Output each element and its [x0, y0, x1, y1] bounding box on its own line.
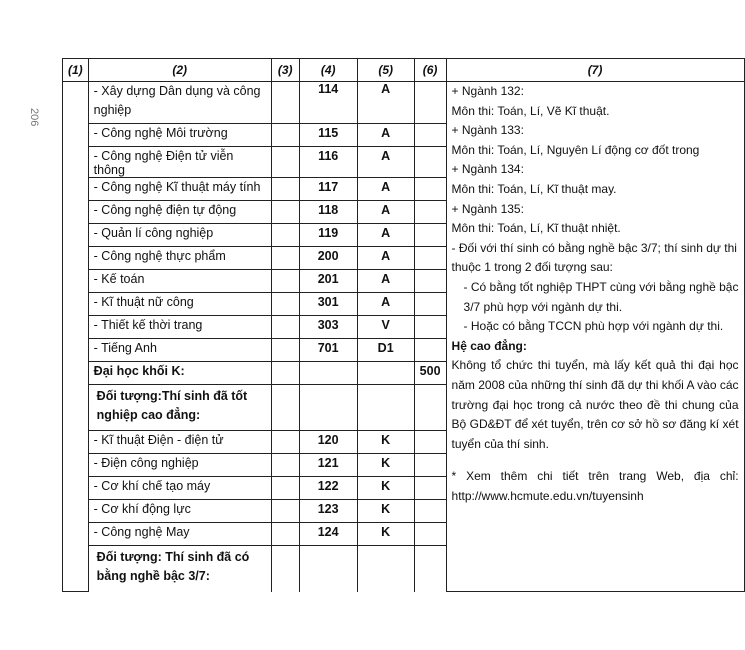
- col-3-cell: [271, 247, 299, 270]
- row-quota: [414, 124, 446, 147]
- admission-table: [62, 58, 745, 592]
- row-code: 120: [299, 431, 357, 454]
- row-code: 122: [299, 477, 357, 500]
- page-number: 206: [28, 108, 40, 127]
- row-code: 116: [299, 147, 357, 178]
- col-3-cell: [271, 385, 299, 431]
- row-name: - Công nghệ Môi trường: [88, 124, 271, 147]
- row-block: A: [357, 82, 414, 124]
- row-block: [357, 385, 414, 431]
- row-name: - Kĩ thuật nữ công: [88, 293, 271, 316]
- row-block: A: [357, 293, 414, 316]
- col-3-cell: [271, 270, 299, 293]
- note-line: + Ngành 132:: [451, 84, 524, 98]
- row-code: 121: [299, 454, 357, 477]
- row-code: 119: [299, 224, 357, 247]
- note-line: - Có bằng tốt nghiệp THPT cùng với bằng nghề bậc 3/7 phù hợp với ngành dự thi.: [463, 279, 739, 314]
- row-name: - Tiếng Anh: [88, 339, 271, 362]
- row-block: [357, 546, 414, 592]
- row-code: [299, 546, 357, 592]
- row-name: - Công nghệ điện tự động: [88, 201, 271, 224]
- row-code: 200: [299, 247, 357, 270]
- note-line: Môn thi: Toán, Lí, Kĩ thuật may.: [451, 181, 617, 196]
- col-3-cell: [271, 546, 299, 592]
- col-3-cell: [271, 500, 299, 523]
- row-block: V: [357, 316, 414, 339]
- note-paragraph: Không tổ chức thi tuyển, mà lấy kết quả thi đại học năm 2008 của những thí sinh đã dự thi khối A vào các trường đại học trong cả nước theo đề thi chung của Bộ GD&ĐT để xét tuyển, trên cơ sở hồ sơ đăng kí xét tuyển của thí sinh.: [451, 358, 739, 451]
- row-quota: [414, 201, 446, 224]
- row-name: - Xây dựng Dân dụng và công nghiệp: [88, 82, 271, 124]
- col-3-cell: [271, 178, 299, 201]
- row-name: - Cơ khí chế tạo máy: [88, 477, 271, 500]
- col-3-cell: [271, 477, 299, 500]
- row-quota: [414, 339, 446, 362]
- row-name: - Công nghệ Điện tử viễn thông: [88, 147, 271, 178]
- row-quota: [414, 385, 446, 431]
- col-3-cell: [271, 339, 299, 362]
- row-name: - Công nghệ Kĩ thuật máy tính: [88, 178, 271, 201]
- row-code: 114: [299, 82, 357, 124]
- note-line: - Hoặc có bằng TCCN phù hợp với ngành dự thi.: [463, 319, 724, 334]
- col-3-cell: [271, 431, 299, 454]
- row-code: [299, 362, 357, 385]
- col-3-cell: [271, 293, 299, 316]
- table-row: [63, 82, 745, 124]
- row-quota: [414, 247, 446, 270]
- col-3-cell: [271, 201, 299, 224]
- note-paragraph: * Xem thêm chi tiết trên trang Web, địa chỉ: http://www.hcmute.edu.vn/tuyensinh: [451, 469, 739, 503]
- row-quota: [414, 500, 446, 523]
- col-3-cell: [271, 147, 299, 178]
- header-col-6: (6): [414, 59, 446, 82]
- row-block: A: [357, 224, 414, 247]
- row-block: K: [357, 523, 414, 546]
- row-code: 115: [299, 124, 357, 147]
- row-quota: [414, 82, 446, 124]
- row-name: - Cơ khí động lực: [88, 500, 271, 523]
- row-name: - Công nghệ May: [88, 523, 271, 546]
- col-3-cell: [271, 316, 299, 339]
- header-col-4: (4): [299, 59, 357, 82]
- row-quota: [414, 178, 446, 201]
- row-name: - Kĩ thuật Điện - điện tử: [88, 431, 271, 454]
- row-block: A: [357, 201, 414, 224]
- row-name: - Công nghệ thực phẩm: [88, 247, 271, 270]
- row-quota: [414, 224, 446, 247]
- row-block: K: [357, 431, 414, 454]
- note-line: Môn thi: Toán, Lí, Kĩ thuật nhiệt.: [451, 221, 621, 236]
- row-quota: [414, 293, 446, 316]
- row-name: - Kế toán: [88, 270, 271, 293]
- row-code: 303: [299, 316, 357, 339]
- header-row: [63, 59, 745, 82]
- row-block: A: [357, 147, 414, 178]
- row-block: K: [357, 500, 414, 523]
- row-quota: [414, 454, 446, 477]
- note-spacer: [452, 454, 739, 467]
- row-block: K: [357, 477, 414, 500]
- header-col-5: (5): [357, 59, 414, 82]
- note-heading: Hệ cao đẳng:: [451, 338, 527, 353]
- row-quota: [414, 546, 446, 592]
- note-line: + Ngành 133:: [451, 123, 524, 138]
- col-3-cell: [271, 82, 299, 124]
- header-col-3: (3): [271, 59, 299, 82]
- row-code: 701: [299, 339, 357, 362]
- row-quota: [414, 477, 446, 500]
- note-line: + Ngành 134:: [451, 162, 524, 177]
- note-line: Môn thi: Toán, Lí, Vẽ Kĩ thuật.: [451, 103, 610, 118]
- row-block: K: [357, 454, 414, 477]
- row-block: A: [357, 270, 414, 293]
- row-quota: [414, 523, 446, 546]
- row-code: [299, 385, 357, 431]
- col-3-cell: [271, 362, 299, 385]
- row-code: 124: [299, 523, 357, 546]
- row-name: Đối tượng:Thí sinh đã tốt nghiệp cao đẳng:: [88, 385, 271, 431]
- col-1-cell: [63, 82, 89, 592]
- row-block: [357, 362, 414, 385]
- row-quota: [414, 270, 446, 293]
- header-col-2: (2): [88, 59, 271, 82]
- col-3-cell: [271, 124, 299, 147]
- row-quota: 500: [414, 362, 446, 385]
- row-code: 201: [299, 270, 357, 293]
- row-block: A: [357, 178, 414, 201]
- row-quota: [414, 147, 446, 178]
- row-quota: [414, 316, 446, 339]
- row-block: A: [357, 124, 414, 147]
- note-line: Môn thi: Toán, Lí, Nguyên Lí động cơ đốt trong: [451, 142, 700, 157]
- row-code: 123: [299, 500, 357, 523]
- row-name: Đối tượng: Thí sinh đã có bằng nghề bậc 3/7:: [88, 546, 271, 592]
- header-col-1: (1): [63, 59, 89, 82]
- row-name: - Quản lí công nghiệp: [88, 224, 271, 247]
- row-block: A: [357, 247, 414, 270]
- col-3-cell: [271, 454, 299, 477]
- note-line: + Ngành 135:: [451, 201, 524, 216]
- row-code: 117: [299, 178, 357, 201]
- notes-cell: [446, 82, 744, 592]
- row-block: D1: [357, 339, 414, 362]
- col-3-cell: [271, 523, 299, 546]
- row-code: 118: [299, 201, 357, 224]
- col-3-cell: [271, 224, 299, 247]
- header-col-7: (7): [446, 59, 744, 82]
- row-quota: [414, 431, 446, 454]
- row-name: Đại học khối K:: [88, 362, 271, 385]
- row-name: - Điện công nghiệp: [88, 454, 271, 477]
- row-name: - Thiết kế thời trang: [88, 316, 271, 339]
- row-code: 301: [299, 293, 357, 316]
- note-line: - Đối với thí sinh có bằng nghề bậc 3/7; thí sinh dự thi thuộc 1 trong 2 đối tượng sau:: [451, 240, 737, 275]
